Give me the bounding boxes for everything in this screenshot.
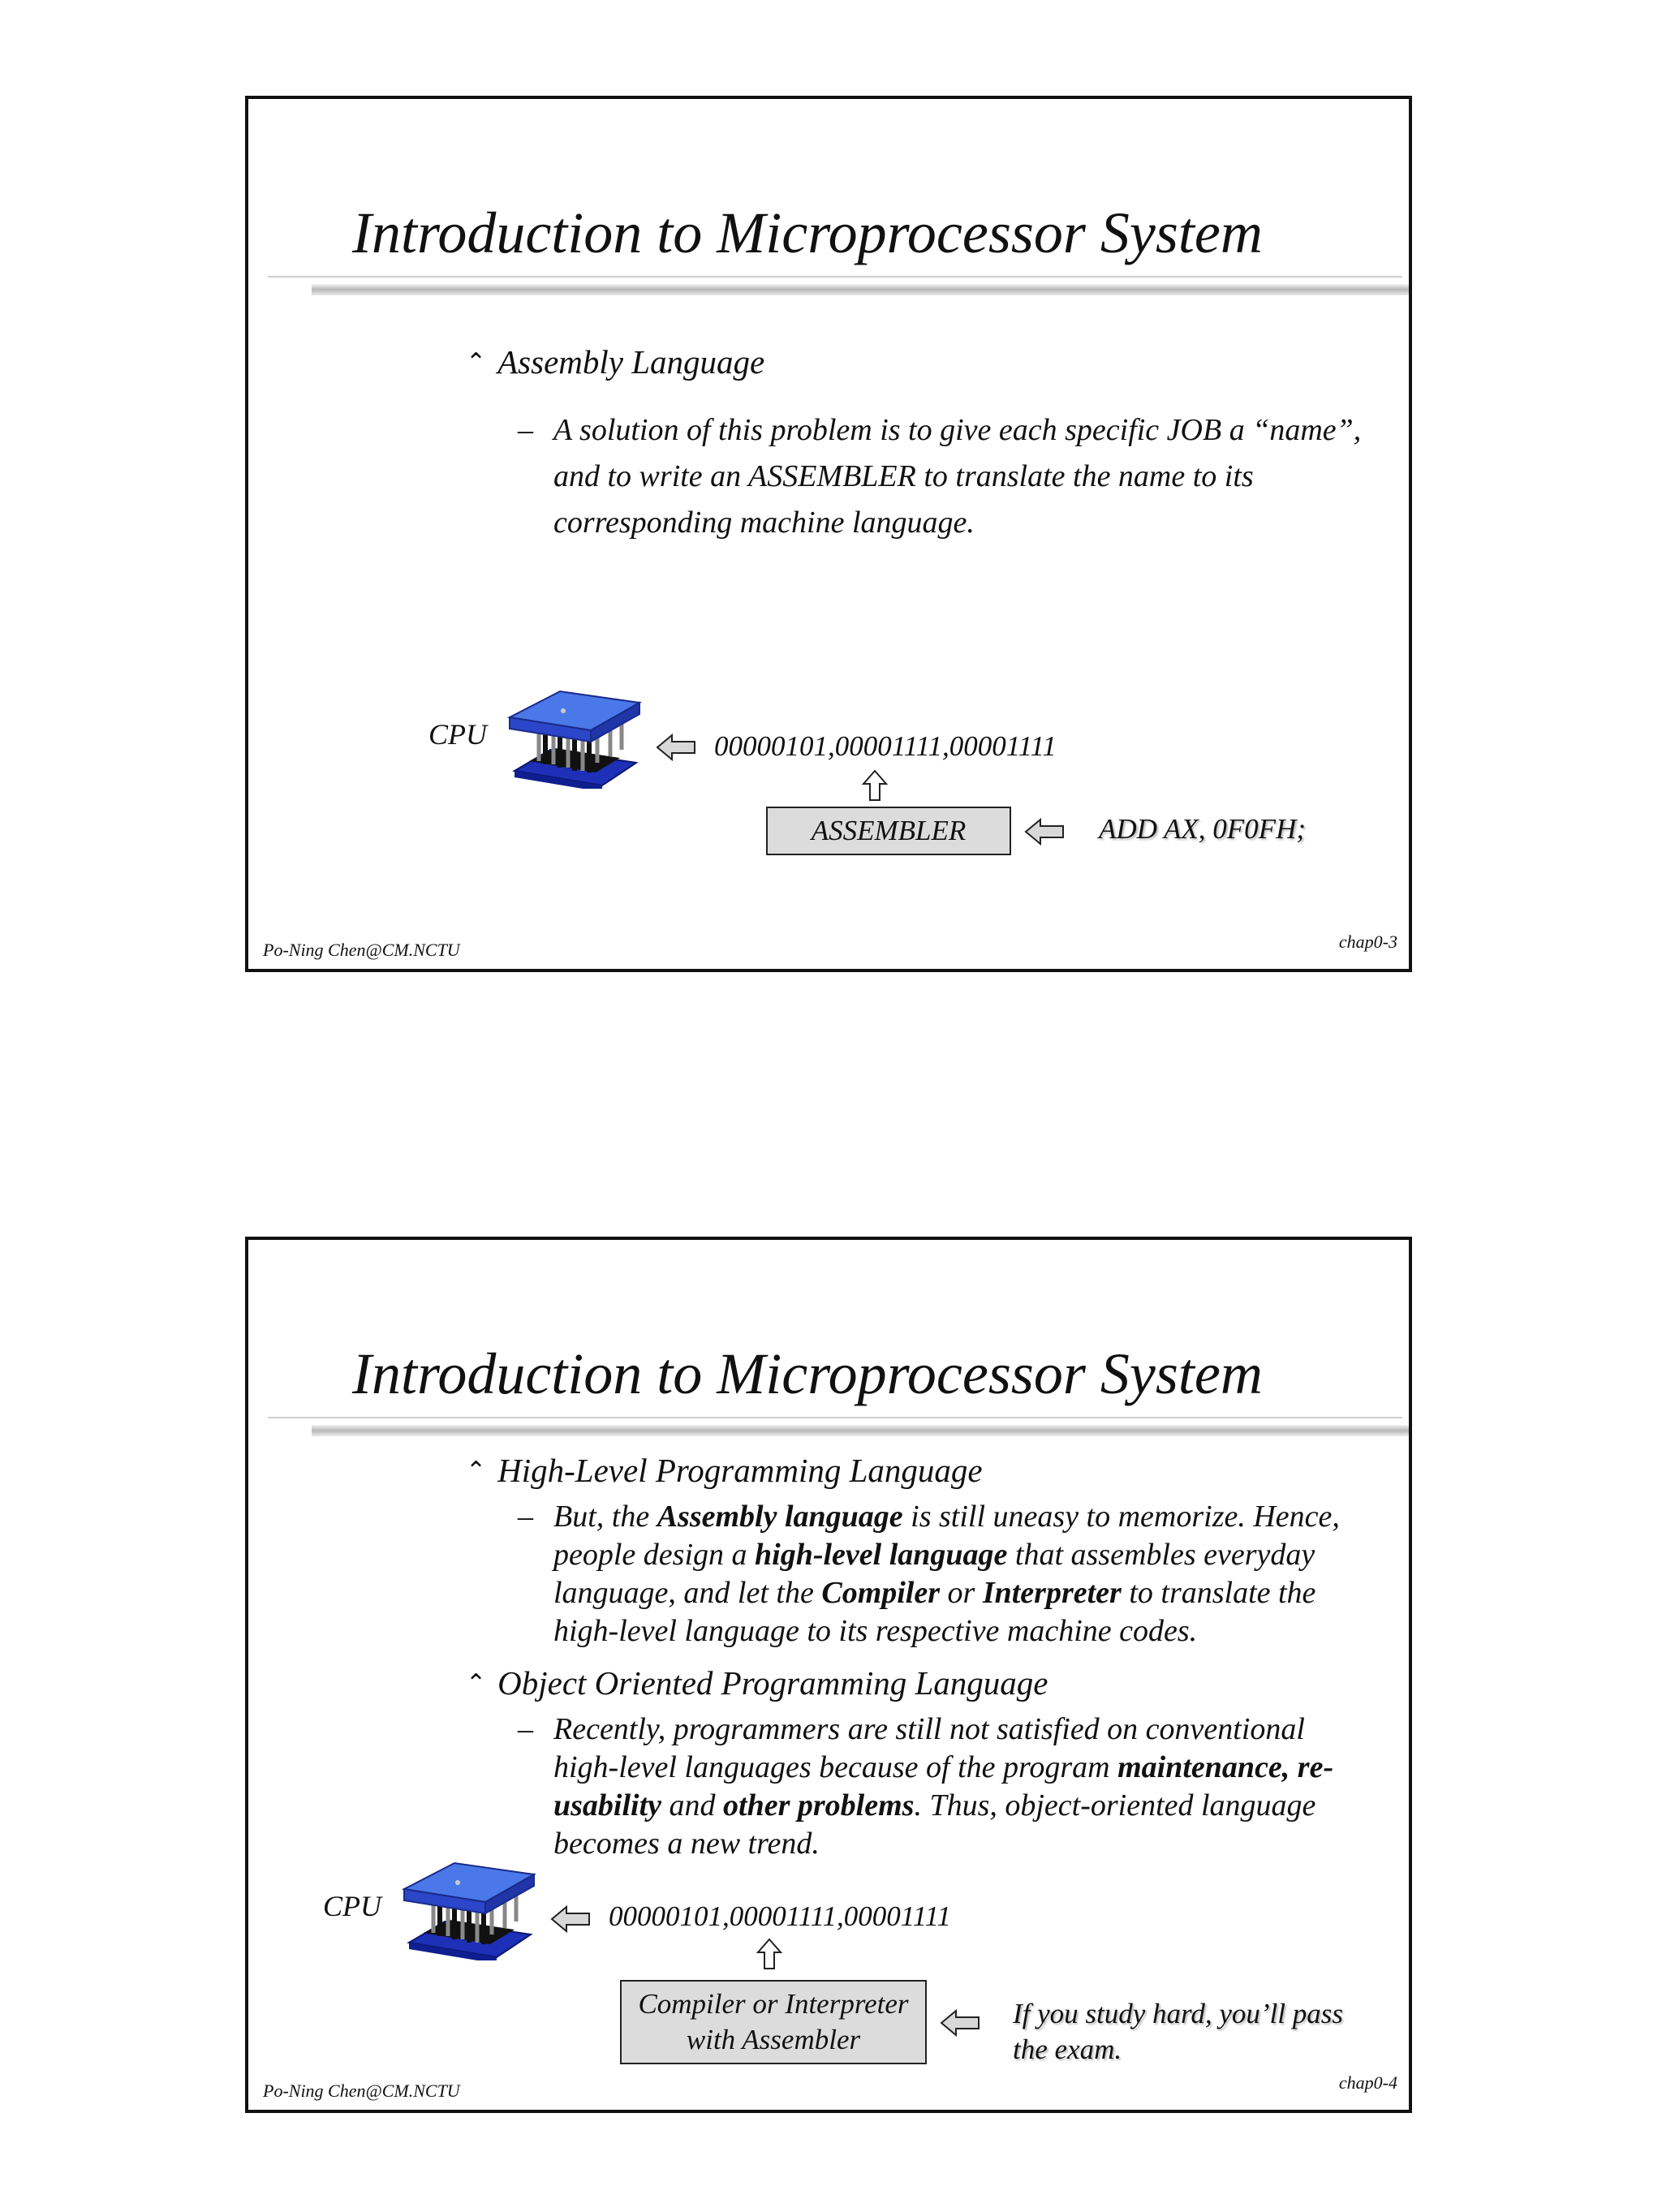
title-underline-bar	[312, 1425, 1409, 1436]
slide-2	[245, 1237, 1412, 2113]
slide-title: Introduction to Microprocessor System	[352, 1341, 1263, 1406]
bullet-high-level-language	[466, 1451, 983, 1490]
bullet-mark-icon: ⌃	[466, 349, 487, 376]
cpu-label: CPU	[428, 718, 487, 751]
left-arrow-icon	[550, 1905, 591, 1933]
title-underline-bar	[312, 284, 1409, 295]
bullet-mark-icon: ⌃	[466, 1457, 487, 1484]
dash-icon: –	[518, 1500, 533, 1534]
dash-icon: –	[518, 413, 533, 447]
bullet-text: Assembly Language	[497, 343, 765, 381]
sub-point-high-level	[518, 1498, 1362, 1650]
left-arrow-icon	[940, 2009, 980, 2037]
title-underline-thin	[268, 1417, 1402, 1418]
bullet-text: Object Oriented Programming Language	[497, 1664, 1048, 1702]
cpu-chip-icon	[506, 683, 644, 789]
sub-point-oop	[518, 1711, 1362, 1863]
footer-author: Po-Ning Chen@CM.NCTU	[263, 940, 460, 960]
assembler-box: ASSEMBLER	[766, 807, 1011, 855]
study-note	[1013, 1996, 1343, 2068]
box-line-1: Compiler or Interpreter	[638, 1988, 909, 2020]
machine-code-text: 00000101,00001111,00001111	[714, 730, 1057, 762]
footer-page: chap0-4	[1338, 2072, 1397, 2093]
sub-point-text: A solution of this problem is to give each specific JOB a “name”, and to write an ASSEMBLER to translate the name to its corresponding machine language.	[553, 413, 1362, 540]
assembly-instruction-text: ADD AX, 0F0FH;	[1099, 813, 1306, 845]
cpu-chip-icon	[401, 1855, 539, 1960]
footer-page: chap0-3	[1338, 932, 1397, 952]
sub-point-text: Recently, programmers are still not satisfied on conventional high-level languages because of the program maintenance, re-usability and other problems. Thus, object-oriented language becomes a new trend.	[553, 1712, 1334, 1861]
title-underline-thin	[268, 276, 1402, 278]
note-line-1: If you study hard, you’ll pass	[1013, 1998, 1343, 2029]
bullet-oop-language	[466, 1663, 1048, 1702]
slide-1	[245, 96, 1412, 972]
sub-point-assembler	[518, 407, 1362, 546]
up-arrow-icon	[862, 769, 888, 802]
footer-author: Po-Ning Chen@CM.NCTU	[263, 2081, 460, 2101]
note-line-2: the exam.	[1013, 2033, 1122, 2065]
bullet-text: High-Level Programming Language	[497, 1452, 983, 1489]
sub-point-text: But, the Assembly language is still uneasy to memorize. Hence, people design a high-level language that assembles everyday language, and let the Compiler or Interpreter to translate the high-level language to its respective machine codes.	[553, 1500, 1340, 1648]
compiler-interpreter-box	[620, 1980, 927, 2064]
machine-code-text: 00000101,00001111,00001111	[609, 1900, 951, 1932]
box-line-2: with Assembler	[686, 2024, 861, 2055]
up-arrow-icon	[756, 1938, 782, 1970]
left-arrow-icon	[1024, 818, 1065, 846]
cpu-label: CPU	[323, 1890, 381, 1922]
dash-icon: –	[518, 1712, 533, 1746]
bullet-mark-icon: ⌃	[466, 1670, 487, 1697]
bullet-assembly-language	[466, 342, 764, 381]
slide-title: Introduction to Microprocessor System	[352, 200, 1263, 265]
left-arrow-icon	[656, 734, 696, 761]
